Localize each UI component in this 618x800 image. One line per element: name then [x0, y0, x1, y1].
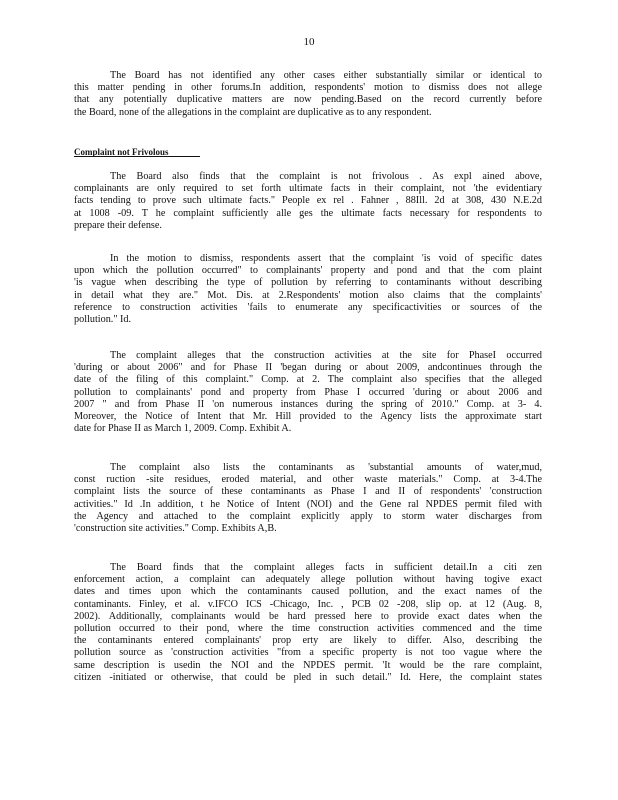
text-line: reference to construction activities 'fails to enumerate any specificactivities or sources of the	[74, 301, 542, 313]
text-line: enforcement action, a complaint can adequately allege pollution without having togive exact	[74, 574, 542, 586]
text-line: pollution source as 'construction activities "from a specific property is not too vague where the	[74, 647, 542, 659]
paragraph-findings	[74, 562, 542, 684]
text-line: const ruction -site residues, eroded material, and other waste materials." Comp. at 3-4.The	[74, 474, 542, 486]
text-line: same description is usedin the NOI and the NPDES permit. 'It would be the rare complaint,	[74, 659, 542, 671]
text-line: dates and times upon which the contaminants caused pollution, and the exact names of the	[74, 586, 542, 598]
text-line: date of the filing of this complaint." Comp. at 2. The complaint also specifies that the alleged	[74, 374, 542, 386]
text-line: prepare their defense.	[74, 219, 162, 231]
text-line: this matter pending in other forums.In addition, respondents' motion to dismiss does not allege	[74, 82, 542, 94]
text-line: The complaint alleges that the construction activities at the site for PhaseI occurred	[110, 350, 542, 361]
text-line: 2007 " and from Phase II 'on numerous instances during the spring of 2010." Comp. at 3- 4.	[74, 398, 542, 410]
text-line: The Board finds that the complaint alleges facts in sufficient detail.In a citi zen	[110, 562, 542, 573]
text-line: 2002). Additionally, complainants would be hard pressed here to provide exact dates when the	[74, 610, 542, 622]
text-line: in detail what they are." Mot. Dis. at 2.Respondents' motion also claims that the complaints'	[74, 289, 542, 301]
paragraph-allegations	[74, 350, 542, 435]
text-line: that any potentially duplicative matters are now pending.Based on the record currently before	[74, 94, 542, 106]
text-line: pollution to complainants' pond and property from Phase I occurred 'during or about 2006 and	[74, 386, 542, 398]
text-line: the contaminants entered complainants' prop erty are likely to differ. Also, describing the	[74, 635, 542, 647]
text-line: activities." Id .In addition, t he Notice of Intent (NOI) and the Gene ral NPDES permit filed with	[74, 498, 542, 510]
paragraph-contaminants	[74, 462, 542, 535]
text-line: at 1008 -09. T he complaint sufficiently alle ges the ultimate facts necessary for respondents to	[74, 207, 542, 219]
text-line: Moreover, the Notice of Intent that Mr. Hill provided to the Agency lists the approximate start	[74, 411, 542, 423]
text-line: pollution occurred to their pond, where the time construction activities commenced and the time	[74, 623, 542, 635]
text-line: facts tending to prove such ultimate facts." People ex rel . Fahner , 88Ill. 2d at 308, 430 N.E.2d	[74, 195, 542, 207]
paragraph-motion	[74, 253, 542, 326]
text-line: 'construction site activities." Comp. Exhibits A,B.	[74, 523, 277, 535]
paragraph-frivolous	[74, 171, 542, 232]
text-line: upon which the pollution occurred" to complainants' property and pond and that the com plaint	[74, 265, 542, 277]
text-line: the Board, none of the allegations in the complaint are duplicative as to any respondent.	[74, 106, 432, 118]
text-line: 'is vague when describing the type of pollution by referring to contaminants without describing	[74, 277, 542, 289]
heading-underline	[74, 156, 200, 157]
text-line: date for Phase II as March 1, 2009. Comp. Exhibit A.	[74, 423, 292, 435]
text-line: complainants are only required to set forth ultimate facts in their complaint, not 'the evidentiary	[74, 183, 542, 195]
text-line: pollution." Id.	[74, 314, 132, 326]
text-line: The Board has not identified any other cases either substantially similar or identical to	[110, 70, 542, 81]
text-line: complaint lists the source of these contaminants as Phase I and II of respondents' 'construction	[74, 486, 542, 498]
text-line: citizen -initiated or otherwise, that could be pled in such detail." Id. Here, the complaint states	[74, 671, 542, 683]
text-line: The Board also finds that the complaint is not frivolous . As expl ained above,	[110, 171, 542, 182]
text-line: 'during or about 2006" and for Phase II 'began during or about 2009, andcontinues through the	[74, 362, 542, 374]
text-line: contaminants. Finley, et al. v.IFCO ICS -Chicago, Inc. , PCB 02 -208, slip op. at 12 (Aug. 8,	[74, 598, 542, 610]
text-line: the Agency and attached to the complaint explicitly apply to storm water discharges from	[74, 510, 542, 522]
section-heading: Complaint not Frivolous	[74, 147, 169, 157]
text-line: The complaint also lists the contaminants as 'substantial amounts of water,mud,	[110, 462, 542, 473]
page-number: 10	[303, 36, 315, 48]
paragraph-duplicative	[74, 70, 542, 119]
text-line: In the motion to dismiss, respondents assert that the complaint 'is void of specific dates	[110, 253, 542, 264]
